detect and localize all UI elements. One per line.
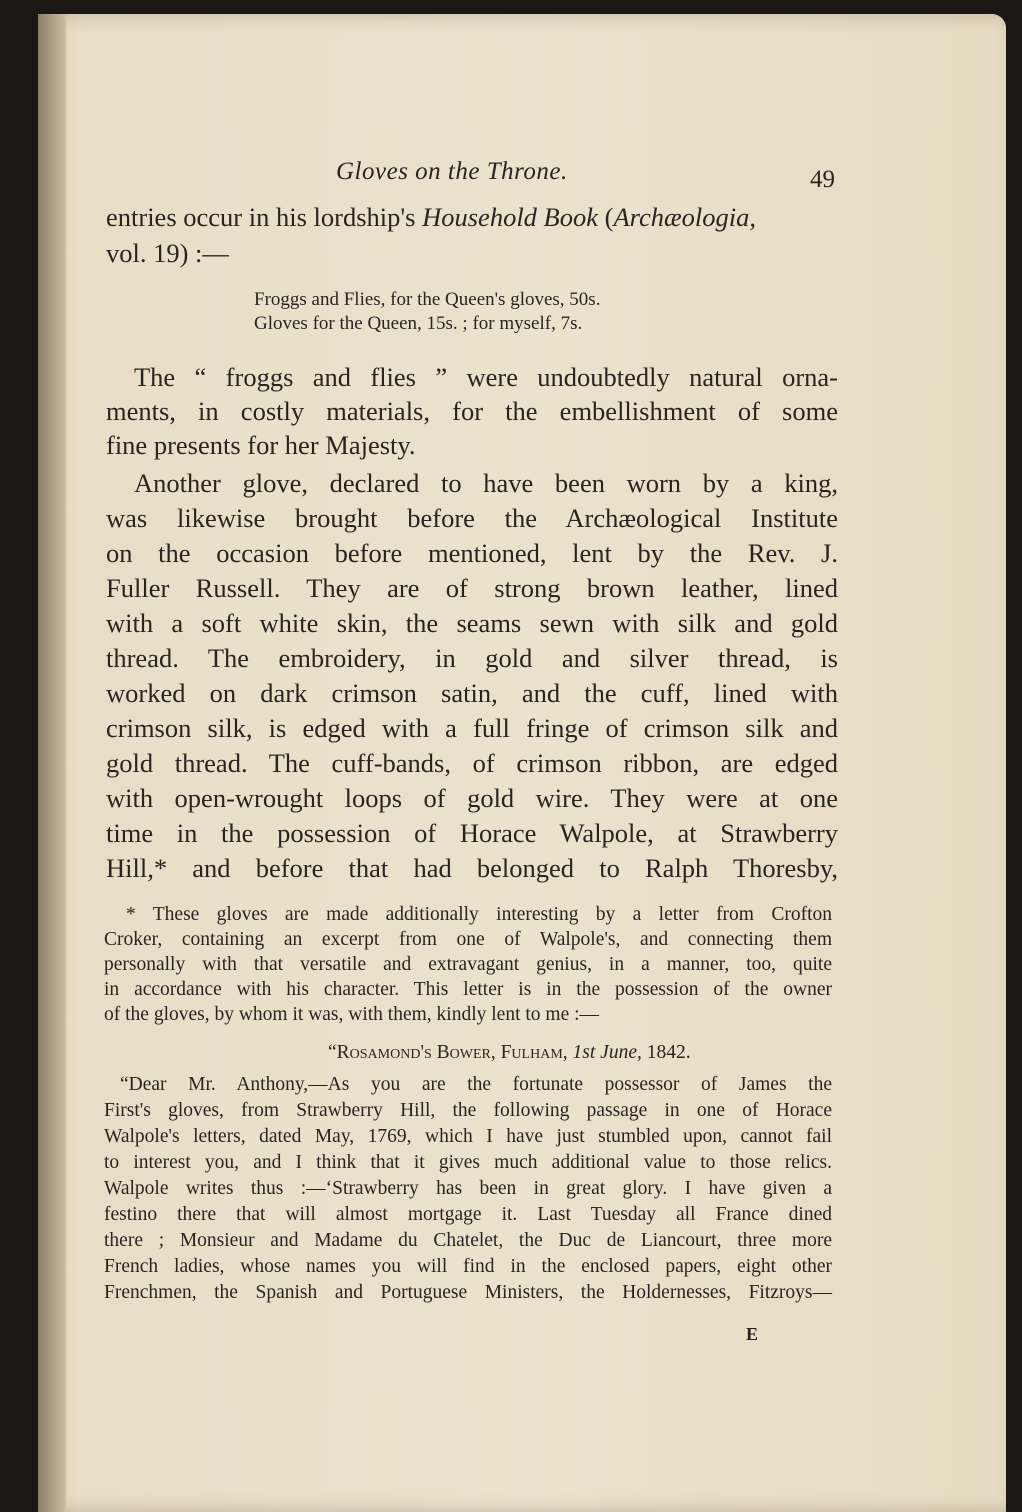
para2-line-3: on the occasion before mentioned, lent by the Rev. J. [106,538,838,568]
quote-line-2: Gloves for the Queen, 15s. ; for myself, 7s. [254,313,583,334]
footnote-line-3: personally with that versatile and extravagant genius, in a manner, too, quite [104,954,832,975]
para2-line-7: worked on dark crimson satin, and the cuff, lined with [106,678,838,708]
running-title: Gloves on the Throne. [336,158,568,185]
letter-line-7: there ; Monsieur and Madame du Chatelet, the Duc de Liancourt, three more [104,1230,832,1251]
para1-line-1: The “ froggs and flies ” were undoubtedly natural orna- [134,362,838,392]
letter-line-9: Frenchmen, the Spanish and Portuguese Ministers, the Holdernesses, Fitzroys— [104,1282,832,1303]
para2-line-11: time in the possession of Horace Walpole, at Strawberry [106,818,838,848]
footnote-line-4: in accordance with his character. This letter is in the possession of the owner [104,979,832,1000]
footnote-line-1: * These gloves are made additionally interesting by a letter from Crofton [126,904,832,925]
page-number: 49 [810,166,835,193]
letter-line-4: to interest you, and I think that it gives much additional value to those relics. [104,1152,832,1173]
footnote-line-5: of the gloves, by whom it was, with them, kindly lent to me :— [104,1004,600,1025]
footnote-line-2: Croker, containing an excerpt from one of Walpole's, and connecting them [104,929,832,950]
intro-line-2: vol. 19) :— [106,238,229,268]
para2-line-2: was likewise brought before the Archæological Institute [106,503,838,533]
para1-line-2: ments, in costly materials, for the embellishment of some [106,396,838,426]
signature-mark: E [746,1324,759,1344]
letter-line-5: Walpole writes thus :—‘Strawberry has been in great glory. I have given a [104,1178,832,1199]
letter-line-8: French ladies, whose names you will find in the enclosed papers, eight other [104,1256,832,1277]
letter-heading: “Rosamond's Bower, Fulham, 1st June, 1842. [328,1042,691,1063]
letter-line-2: First's gloves, from Strawberry Hill, the following passage in one of Horace [104,1100,832,1121]
letter-line-6: festino there that will almost mortgage it. Last Tuesday all France dined [104,1204,832,1225]
page-gutter [38,14,66,1512]
para2-line-8: crimson silk, is edged with a full fringe of crimson silk and [106,713,838,743]
para2-line-10: with open-wrought loops of gold wire. They were at one [106,783,838,813]
intro-line-1: entries occur in his lordship's Household Book (Archæologia, [106,202,757,232]
letter-line-1: “Dear Mr. Anthony,—As you are the fortunate possessor of James the [120,1074,832,1095]
para2-line-9: gold thread. The cuff-bands, of crimson ribbon, are edged [106,748,838,778]
letter-line-3: Walpole's letters, dated May, 1769, which I have just stumbled upon, cannot fail [104,1126,832,1147]
para2-line-6: thread. The embroidery, in gold and silver thread, is [106,643,838,673]
para1-line-3: fine presents for her Majesty. [106,430,416,460]
para2-line-4: Fuller Russell. They are of strong brown leather, lined [106,573,838,603]
para2-line-12: Hill,* and before that had belonged to Ralph Thoresby, [106,853,838,883]
para2-line-5: with a soft white skin, the seams sewn with silk and gold [106,608,838,638]
para2-line-1: Another glove, declared to have been worn by a king, [134,468,838,498]
book-page [38,14,1006,1512]
quote-line-1: Froggs and Flies, for the Queen's gloves, 50s. [254,289,601,310]
